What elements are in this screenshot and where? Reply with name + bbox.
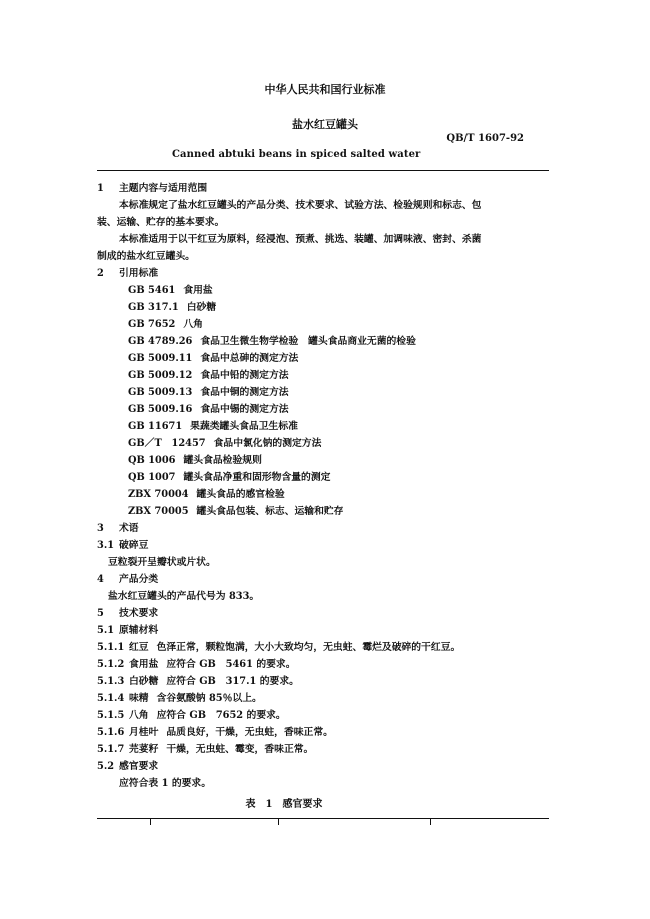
paragraph-line: 本标准规定了盐水红豆罐头的产品分类、技术要求、试验方法、检验规则和标志、包 <box>119 200 482 211</box>
subsection-title: 原辅材料 <box>119 625 159 636</box>
reference-item <box>97 316 549 333</box>
subsection-heading <box>97 758 549 775</box>
table-column-divider <box>430 819 431 825</box>
section-title: 术语 <box>119 523 139 534</box>
table-column-divider <box>150 819 151 825</box>
material-item <box>97 673 549 690</box>
standard-title: 盐水红豆罐头 <box>292 118 358 131</box>
material-requirement: 色泽正常，颗粒饱满，大小大致均匀，无虫蛀、霉烂及破碎的干红豆。 <box>156 642 461 653</box>
paragraph-line: 本标准适用于以干红豆为原料，经浸泡、预煮、挑选、装罐、加调味液、密封、杀菌 <box>119 234 482 245</box>
section-title: 主题内容与适用范围 <box>119 183 208 194</box>
reference-code: GB 5009.12 <box>128 370 193 381</box>
reference-code: ZBX 70005 <box>128 506 189 517</box>
reference-item <box>97 367 549 384</box>
reference-list <box>97 282 549 520</box>
reference-item <box>97 435 549 452</box>
reference-name: 食品中锡的测定方法 <box>200 404 289 415</box>
reference-code: GB 5009.13 <box>128 387 193 398</box>
clause-number: 5.1.5 <box>97 710 125 721</box>
reference-name: 八角 <box>183 319 203 330</box>
reference-item <box>97 418 549 435</box>
material-name: 白砂糖 <box>129 676 159 687</box>
clause-number: 5.1.6 <box>97 727 125 738</box>
section-heading <box>97 605 549 622</box>
section-heading <box>97 571 549 588</box>
reference-code: GB 5009.11 <box>128 353 193 364</box>
reference-name: 食品中氯化钠的测定方法 <box>213 438 322 449</box>
material-item <box>97 724 549 741</box>
reference-item <box>97 384 549 401</box>
reference-name: 食品卫生微生物学检验 罐头食品商业无菌的检验 <box>200 336 416 347</box>
paragraph-line: 盐水红豆罐头的产品代号为 833。 <box>108 591 260 602</box>
material-item <box>97 741 549 758</box>
section-number: 5 <box>97 608 104 619</box>
reference-name: 罐头食品净重和固形物含量的测定 <box>183 472 331 483</box>
material-requirement: 品质良好，干燥，无虫蛀，香味正常。 <box>166 727 333 738</box>
paragraph-line: 豆粒裂开呈瓣状或片状。 <box>108 557 216 568</box>
reference-name: 食品中铜的测定方法 <box>200 387 289 398</box>
reference-item <box>97 299 549 316</box>
reference-code: GB 7652 <box>128 319 176 330</box>
reference-name: 食品中总砷的测定方法 <box>200 353 299 364</box>
issuing-organization: 中华人民共和国行业标准 <box>264 83 386 96</box>
subsection-title: 感官要求 <box>119 761 159 772</box>
reference-code: GB／T 12457 <box>128 438 206 449</box>
paragraph-line: 装、运输、贮存的基本要求。 <box>97 217 225 228</box>
section-number: 1 <box>97 183 104 194</box>
reference-code: ZBX 70004 <box>128 489 189 500</box>
reference-code: GB 5009.16 <box>128 404 193 415</box>
material-name: 味精 <box>129 693 149 704</box>
reference-code: GB 4789.26 <box>128 336 193 347</box>
subsection-number: 5.2 <box>97 761 115 772</box>
material-requirement: 应符合 GB 7652 的要求。 <box>156 710 286 721</box>
paragraph-line: 应符合表 1 的要求。 <box>119 778 212 789</box>
section-number: 4 <box>97 574 104 585</box>
material-list <box>97 639 549 758</box>
standard-code: QB/T 1607-92 <box>446 133 524 144</box>
paragraph-line: 制成的盐水红豆罐头。 <box>97 251 195 262</box>
subsection-heading <box>97 537 549 554</box>
material-item <box>97 707 549 724</box>
header-divider <box>97 170 549 171</box>
clause-number: 5.1.2 <box>97 659 125 670</box>
reference-name: 白砂糖 <box>186 302 217 313</box>
reference-name: 罐头食品检验规则 <box>183 455 262 466</box>
section-title: 产品分类 <box>119 574 159 585</box>
reference-code: GB 5461 <box>128 285 176 296</box>
clause-number: 5.1.4 <box>97 693 125 704</box>
table-caption: 表 1 感官要求 <box>245 799 323 810</box>
reference-item <box>97 282 549 299</box>
section-number: 3 <box>97 523 104 534</box>
material-requirement: 含谷氨酸钠 85％以上。 <box>156 693 262 704</box>
clause-number: 5.1.1 <box>97 642 125 653</box>
material-requirement: 干燥，无虫蛀、霉变，香味正常。 <box>166 744 314 755</box>
subsection-title: 破碎豆 <box>119 540 149 551</box>
reference-item <box>97 469 549 486</box>
reference-name: 罐头食品包装、标志、运输和贮存 <box>196 506 344 517</box>
reference-name: 果蔬类罐头食品卫生标准 <box>190 421 298 432</box>
material-item <box>97 656 549 673</box>
reference-code: GB 11671 <box>128 421 183 432</box>
english-title: Canned abtuki beans in spiced salted water <box>172 149 421 160</box>
reference-item <box>97 333 549 350</box>
reference-code: QB 1007 <box>128 472 176 483</box>
material-name: 食用盐 <box>129 659 159 670</box>
material-requirement: 应符合 GB 5461 的要求。 <box>166 659 296 670</box>
reference-item <box>97 401 549 418</box>
clause-number: 5.1.7 <box>97 744 125 755</box>
material-name: 红豆 <box>129 642 149 653</box>
reference-item <box>97 452 549 469</box>
reference-item <box>97 486 549 503</box>
reference-name: 罐头食品的感官检验 <box>196 489 285 500</box>
material-item <box>97 690 549 707</box>
section-heading <box>97 265 549 282</box>
reference-name: 食用盐 <box>183 285 213 296</box>
material-item <box>97 639 549 656</box>
reference-item <box>97 350 549 367</box>
reference-code: GB 317.1 <box>128 302 179 313</box>
section-number: 2 <box>97 268 104 279</box>
material-name: 芫荽籽 <box>129 744 159 755</box>
reference-code: QB 1006 <box>128 455 176 466</box>
section-heading <box>97 180 549 197</box>
clause-number: 5.1.3 <box>97 676 125 687</box>
subsection-heading <box>97 622 549 639</box>
material-requirement: 应符合 GB 317.1 的要求。 <box>166 676 299 687</box>
reference-item <box>97 503 549 520</box>
table-column-divider <box>278 819 279 825</box>
document-body <box>97 180 549 792</box>
section-heading <box>97 520 549 537</box>
subsection-number: 5.1 <box>97 625 115 636</box>
table-top-rule <box>97 818 549 819</box>
section-title: 引用标准 <box>119 268 159 279</box>
material-name: 八角 <box>129 710 149 721</box>
section-title: 技术要求 <box>119 608 159 619</box>
subsection-number: 3.1 <box>97 540 115 551</box>
material-name: 月桂叶 <box>129 727 159 738</box>
reference-name: 食品中铅的测定方法 <box>200 370 289 381</box>
